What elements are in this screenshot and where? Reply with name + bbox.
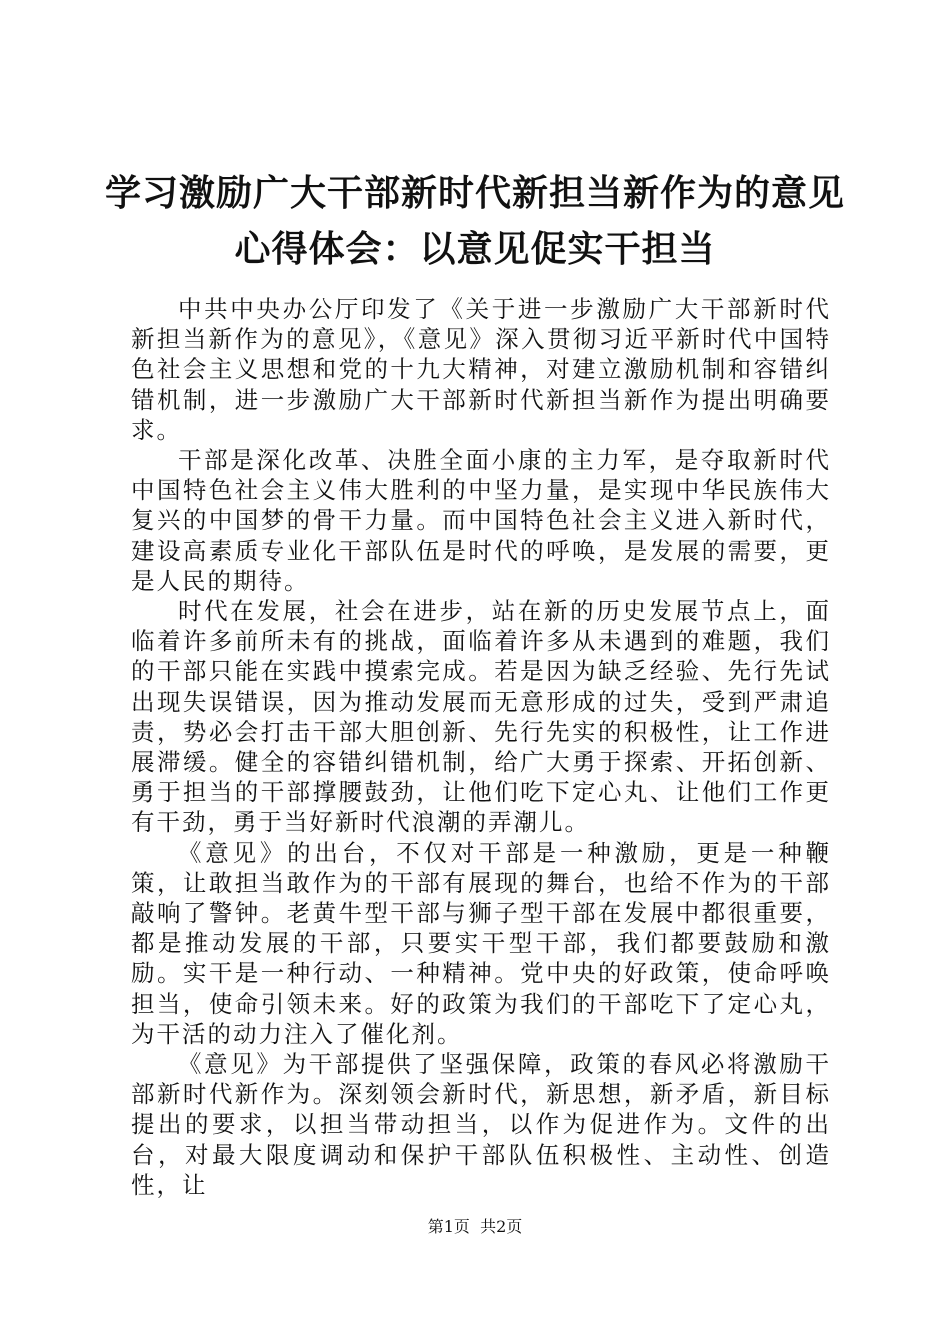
title-line-2: 心得体会：以意见促实干担当 [234, 228, 716, 270]
paragraph-3: 时代在发展，社会在进步，站在新的历史发展节点上，面临着许多前所未有的挑战，面临着许多从未遇到的难题，我们的干部只能在实践中摸索完成。若是因为缺乏经验、先行先试出现失误错误，因为推动发展而无意形成的过失，受到严肃追责，势必会打击干部大胆创新、先行先实的积极性，让工作进展滞缓。健全的容错纠错机制，给广大勇于探索、开拓创新、勇于担当的干部撑腰鼓劲，让他们吃下定心丸、让他们工作更有干劲，勇于当好新时代浪潮的弄潮儿。 [131, 597, 831, 837]
paragraph-4: 《意见》的出台，不仅对干部是一种激励，更是一种鞭策，让敢担当敢作为的干部有展现的舞台，也给不作为的干部敲响了警钟。老黄牛型干部与狮子型干部在发展中都很重要，都是推动发展的干部，只要实干型干部，我们都要鼓励和激励。实干是一种行动、一种精神。党中央的好政策，使命呼唤担当，使命引领未来。好的政策为我们的干部吃下了定心丸，为干活的动力注入了催化剂。 [131, 838, 831, 1048]
paragraph-5: 《意见》为干部提供了坚强保障，政策的春风必将激励干部新时代新作为。深刻领会新时代，新思想，新矛盾，新目标提出的要求，以担当带动担当，以作为促进作为。文件的出台，对最大限度调动和保护干部队伍积极性、主动性、创造性，让 [131, 1050, 831, 1199]
document-body [131, 294, 831, 1200]
title-line-1: 学习激励广大干部新时代新担当新作为的意见 [104, 172, 845, 214]
document-title [0, 172, 950, 270]
paragraph-2: 干部是深化改革、决胜全面小康的主力军，是夺取新时代中国特色社会主义伟大胜利的中坚力量，是实现中华民族伟大复兴的中国梦的骨干力量。而中国特色社会主义进入新时代，建设高素质专业化干部队伍是时代的呼唤，是发展的需要，更是人民的期待。 [131, 446, 831, 595]
paragraph-1: 中共中央办公厅印发了《关于进一步激励广大干部新时代新担当新作为的意见》，《意见》深入贯彻习近平新时代中国特色社会主义思想和党的十九大精神，对建立激励机制和容错纠错机制，进一步激励广大干部新时代新担当新作为提出明确要求。 [131, 295, 831, 444]
page-footer: 第1页 共2页 [427, 1217, 523, 1236]
